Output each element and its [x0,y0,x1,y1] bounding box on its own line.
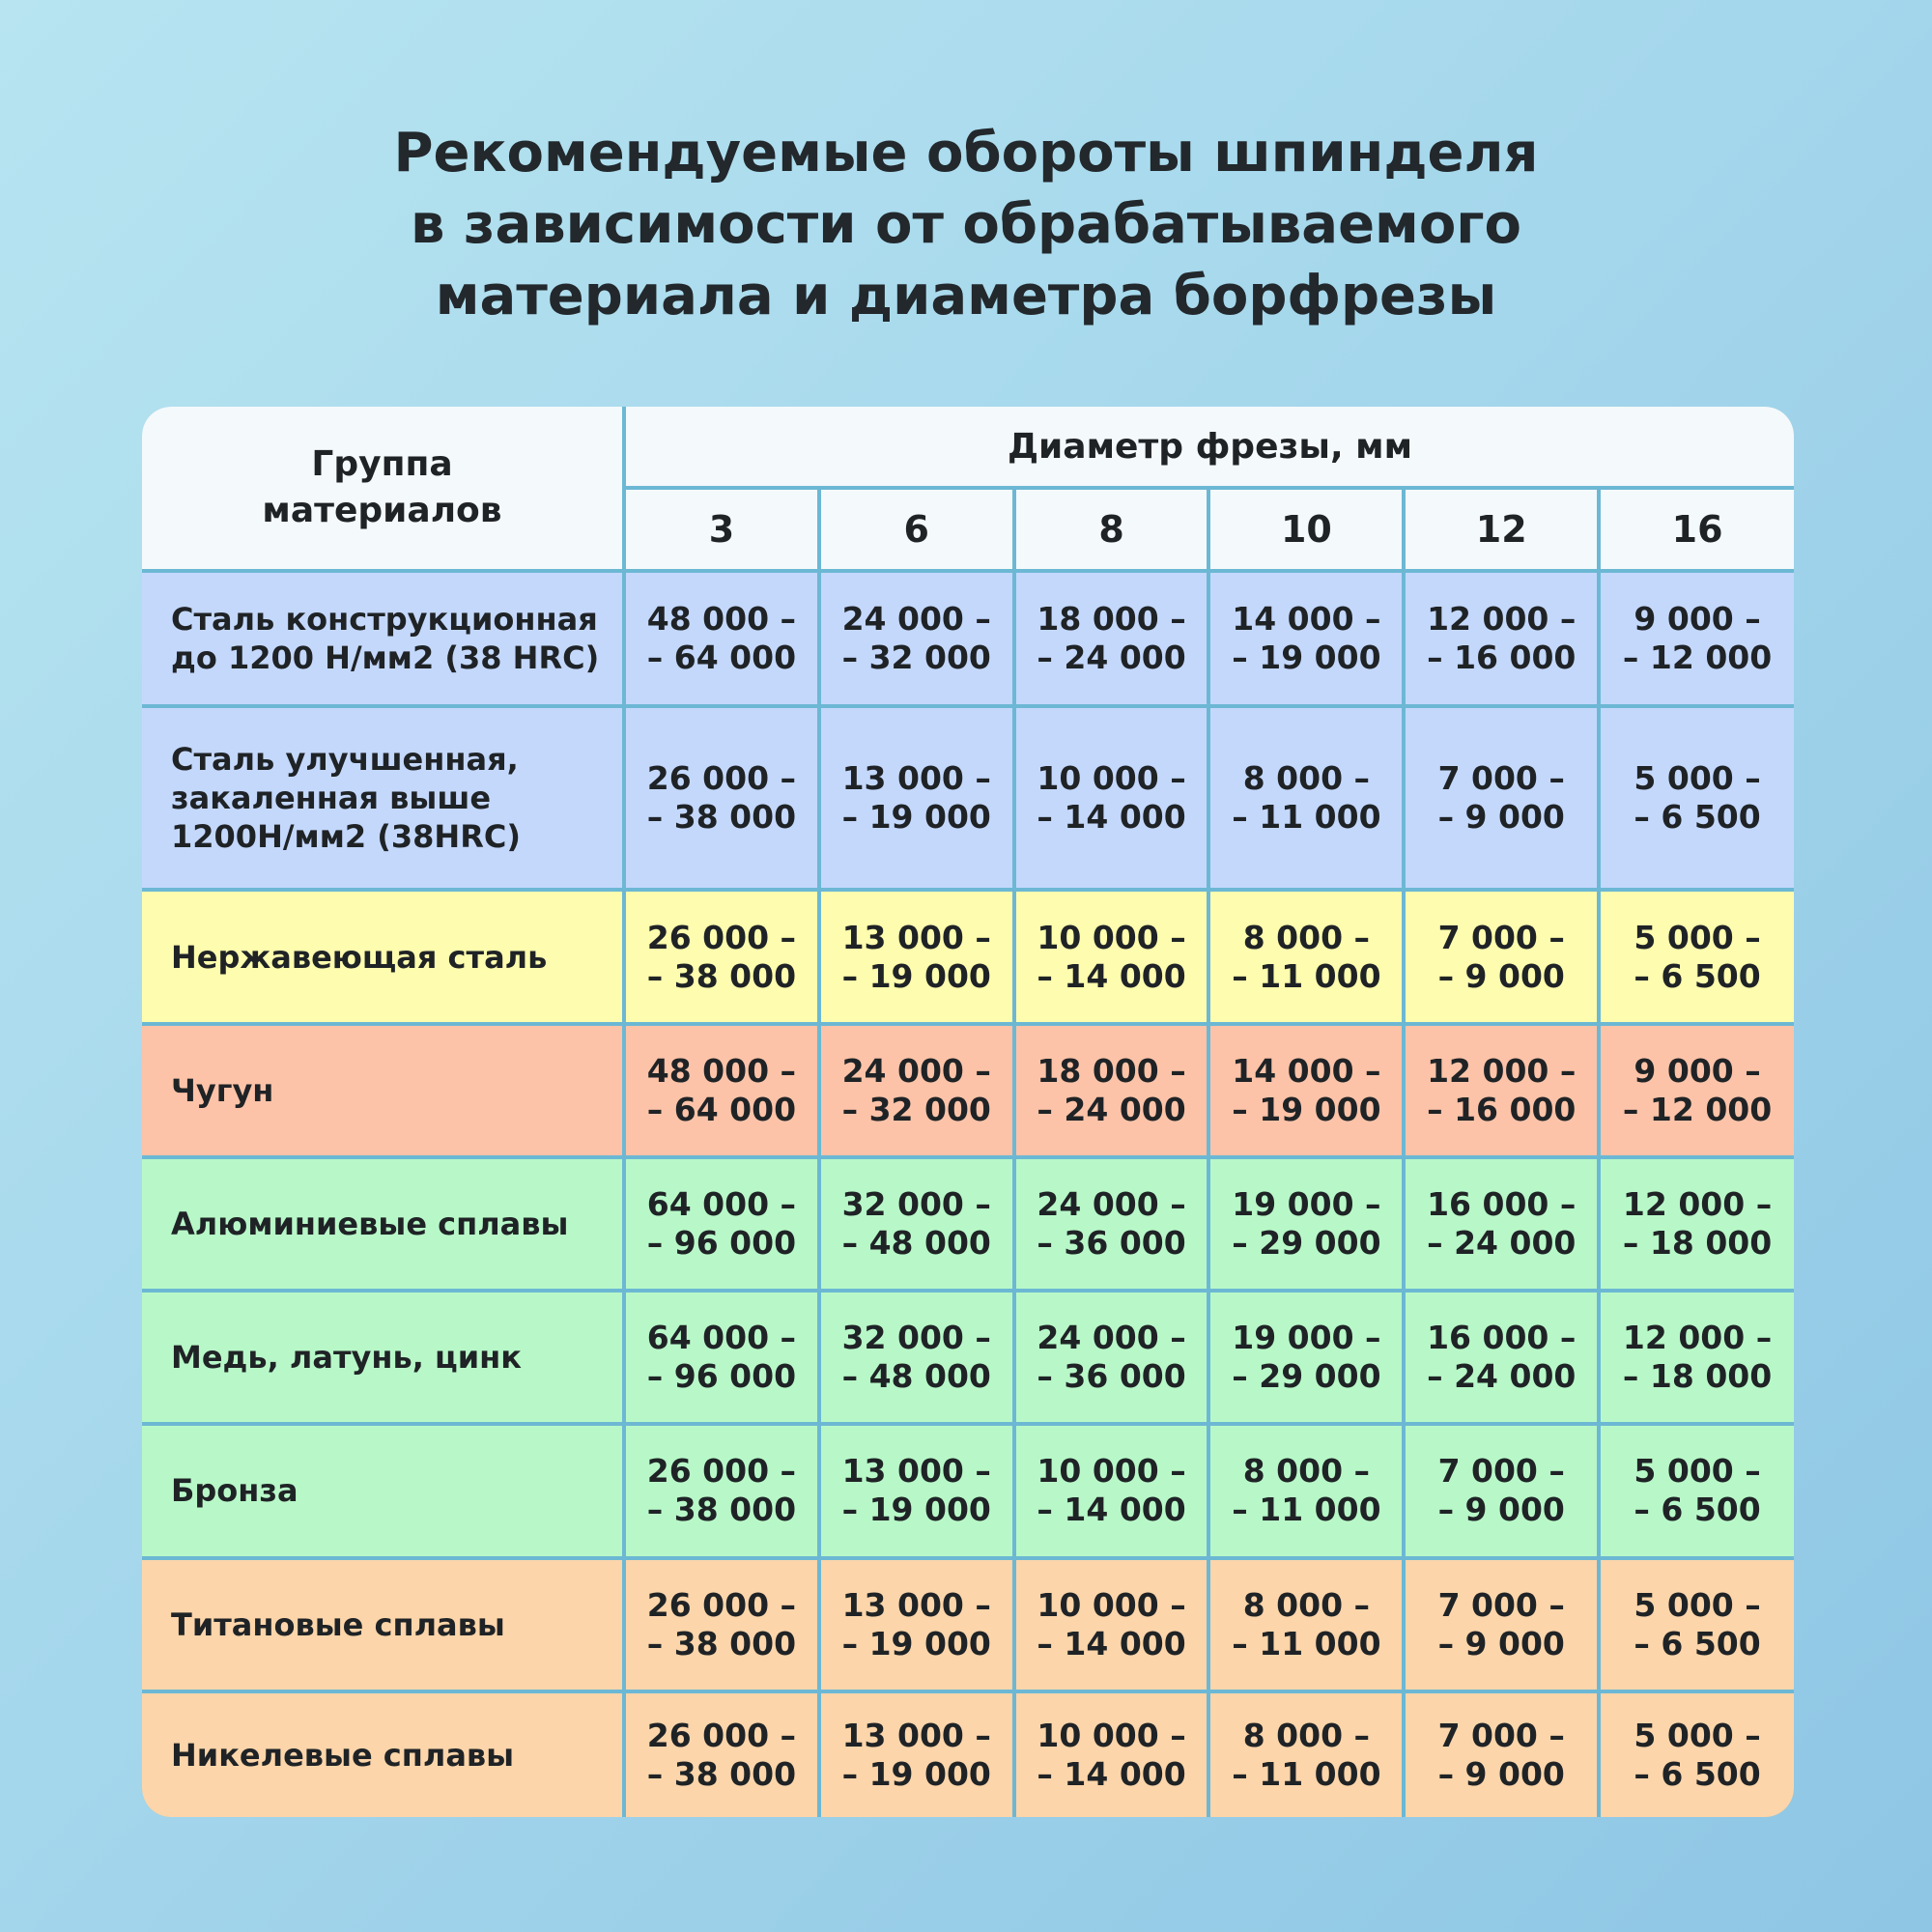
speed-max: – 11 000 [1232,1754,1381,1793]
speed-cell-d3 [624,1024,819,1157]
speed-cell-d3 [624,890,819,1023]
speed-max: – 16 000 [1427,639,1577,677]
speed-min: 24 000 – [1037,1184,1186,1223]
speed-max: – 48 000 [841,1223,991,1262]
title-line-3: материала и диаметра борфрезы [435,265,1497,327]
speed-min: 10 000 – [1037,1716,1186,1754]
speed-min: 13 000 – [841,1716,991,1754]
speed-max: – 9 000 [1437,1624,1565,1662]
speed-min: 7 000 – [1437,918,1565,956]
speed-min: 5 000 – [1634,1585,1761,1624]
header-group-line-2: материалов [262,491,502,530]
speed-min: 5 000 – [1634,1452,1761,1491]
speed-max: – 6 500 [1634,956,1761,995]
speed-min: 8 000 – [1242,1716,1371,1754]
table-row [142,1024,1794,1157]
header-diameter-8: 8 [1014,488,1209,571]
speed-table [142,407,1794,1817]
speed-cell-d12 [1404,890,1599,1023]
speed-min: 64 000 – [646,1184,797,1223]
speed-max: – 38 000 [646,1624,797,1662]
material-name-cell [142,1424,624,1557]
speed-max: – 36 000 [1037,1357,1186,1396]
speed-cell-d16 [1599,706,1794,890]
speed-min: 18 000 – [1037,1051,1186,1090]
material-name-cell [142,890,624,1023]
speed-cell-d6 [819,890,1014,1023]
material-name-cell [142,1558,624,1691]
speed-cell-d6 [819,1424,1014,1557]
header-group-line-1: Группа [311,444,453,484]
speed-max: – 9 000 [1437,956,1565,995]
table-body [142,571,1794,1817]
speed-cell-d3 [624,706,819,890]
speed-cell-d6 [819,571,1014,706]
speed-max: – 32 000 [841,1090,991,1128]
speed-max: – 19 000 [841,1491,991,1529]
title-line-2: в зависимости от обрабатываемого [410,193,1522,256]
speed-min: 26 000 – [646,1452,797,1491]
speed-cell-d8 [1014,571,1209,706]
speed-cell-d8 [1014,1558,1209,1691]
speed-cell-d6 [819,1024,1014,1157]
speed-cell-d8 [1014,1291,1209,1424]
speed-cell-d12 [1404,571,1599,706]
speed-cell-d12 [1404,1024,1599,1157]
speed-min: 5 000 – [1634,918,1761,956]
speed-cell-d12 [1404,706,1599,890]
speed-min: 18 000 – [1037,600,1186,639]
speed-cell-d12 [1404,1424,1599,1557]
speed-min: 12 000 – [1427,600,1577,639]
speed-max: – 6 500 [1634,1624,1761,1662]
speed-min: 5 000 – [1634,759,1761,798]
speed-cell-d10 [1208,1424,1404,1557]
speed-min: 10 000 – [1037,1452,1186,1491]
speed-min: 14 000 – [1232,1051,1381,1090]
speed-max: – 14 000 [1037,1491,1186,1529]
speed-min: 13 000 – [841,918,991,956]
spindle-speed-table [142,407,1794,1817]
speed-max: – 38 000 [646,1754,797,1793]
header-diameter-label: Диаметр фрезы, мм [624,407,1794,488]
material-name-cell [142,1157,624,1291]
page-title [0,118,1932,332]
speed-cell-d6 [819,1691,1014,1817]
speed-min: 5 000 – [1634,1716,1761,1754]
speed-cell-d16 [1599,1424,1794,1557]
speed-max: – 36 000 [1037,1223,1186,1262]
speed-max: – 38 000 [646,956,797,995]
material-name-line: закаленная выше [171,780,492,817]
table-row [142,1291,1794,1424]
table-row [142,890,1794,1023]
speed-max: – 19 000 [1232,1090,1381,1128]
speed-max: – 6 500 [1634,798,1761,837]
speed-min: 32 000 – [841,1319,991,1357]
speed-min: 24 000 – [1037,1319,1186,1357]
material-name-line: Алюминиевые сплавы [171,1205,569,1242]
speed-max: – 29 000 [1232,1357,1381,1396]
speed-max: – 11 000 [1232,798,1381,837]
speed-cell-d16 [1599,890,1794,1023]
speed-cell-d16 [1599,571,1794,706]
material-name-line: Медь, латунь, цинк [171,1339,522,1377]
speed-max: – 9 000 [1437,1491,1565,1529]
speed-min: 24 000 – [841,600,991,639]
speed-max: – 18 000 [1622,1357,1773,1396]
speed-cell-d12 [1404,1291,1599,1424]
table-row [142,1157,1794,1291]
speed-min: 10 000 – [1037,1585,1186,1624]
speed-min: 32 000 – [841,1184,991,1223]
header-diameter-10: 10 [1208,488,1404,571]
table-row [142,1424,1794,1557]
speed-min: 7 000 – [1437,1716,1565,1754]
speed-cell-d8 [1014,1424,1209,1557]
material-name-line: Сталь улучшенная, [171,741,519,779]
speed-cell-d10 [1208,706,1404,890]
speed-max: – 29 000 [1232,1223,1381,1262]
speed-cell-d10 [1208,1291,1404,1424]
speed-max: – 11 000 [1232,1491,1381,1529]
speed-max: – 6 500 [1634,1754,1761,1793]
speed-max: – 24 000 [1427,1357,1577,1396]
speed-max: – 38 000 [646,798,797,837]
speed-max: – 19 000 [1232,639,1381,677]
title-line-1: Рекомендуемые обороты шпинделя [393,122,1539,185]
speed-max: – 64 000 [646,639,797,677]
speed-max: – 12 000 [1622,1090,1773,1128]
speed-min: 12 000 – [1427,1051,1577,1090]
speed-min: 8 000 – [1242,1452,1371,1491]
table-row [142,571,1794,706]
material-name-line: Чугун [171,1071,274,1109]
speed-cell-d16 [1599,1024,1794,1157]
speed-cell-d6 [819,1558,1014,1691]
speed-max: – 14 000 [1037,798,1186,837]
speed-cell-d3 [624,1424,819,1557]
speed-min: 26 000 – [646,759,797,798]
speed-cell-d10 [1208,1024,1404,1157]
speed-min: 7 000 – [1437,759,1565,798]
speed-cell-d16 [1599,1558,1794,1691]
speed-max: – 96 000 [646,1223,797,1262]
speed-max: – 18 000 [1622,1223,1773,1262]
material-name-line: Сталь конструкционная [171,601,598,639]
speed-cell-d10 [1208,1558,1404,1691]
material-name-line: Титановые сплавы [171,1605,505,1643]
speed-max: – 24 000 [1037,639,1186,677]
header-diameter-12: 12 [1404,488,1599,571]
material-name-line: 1200Н/мм2 (38HRC) [171,818,521,856]
speed-cell-d3 [624,1157,819,1291]
speed-max: – 16 000 [1427,1090,1577,1128]
speed-max: – 11 000 [1232,956,1381,995]
speed-min: 13 000 – [841,1452,991,1491]
speed-min: 13 000 – [841,1585,991,1624]
speed-min: 24 000 – [841,1051,991,1090]
speed-cell-d8 [1014,1024,1209,1157]
material-name-cell [142,1024,624,1157]
speed-min: 7 000 – [1437,1585,1565,1624]
table-row [142,1691,1794,1817]
material-name-line: Никелевые сплавы [171,1736,515,1774]
speed-max: – 14 000 [1037,1624,1186,1662]
speed-max: – 19 000 [841,1754,991,1793]
speed-min: 16 000 – [1427,1319,1577,1357]
material-name-line: Нержавеющая сталь [171,938,548,976]
speed-min: 48 000 – [646,1051,797,1090]
material-name-cell [142,571,624,706]
speed-cell-d8 [1014,1691,1209,1817]
speed-max: – 32 000 [841,639,991,677]
speed-cell-d12 [1404,1157,1599,1291]
speed-cell-d3 [624,571,819,706]
material-name-line: Бронза [171,1472,298,1510]
speed-cell-d10 [1208,571,1404,706]
speed-max: – 12 000 [1622,639,1773,677]
speed-cell-d3 [624,1558,819,1691]
speed-max: – 9 000 [1437,798,1565,837]
speed-max: – 24 000 [1427,1223,1577,1262]
material-name-cell [142,706,624,890]
speed-min: 26 000 – [646,1585,797,1624]
material-name-cell [142,1291,624,1424]
material-name-cell [142,1691,624,1817]
speed-cell-d3 [624,1291,819,1424]
speed-cell-d8 [1014,706,1209,890]
table-row [142,706,1794,890]
speed-cell-d16 [1599,1691,1794,1817]
speed-cell-d10 [1208,890,1404,1023]
speed-max: – 96 000 [646,1357,797,1396]
speed-cell-d6 [819,706,1014,890]
header-diameter-3: 3 [624,488,819,571]
speed-cell-d16 [1599,1291,1794,1424]
speed-min: 12 000 – [1622,1319,1773,1357]
speed-max: – 64 000 [646,1090,797,1128]
speed-min: 26 000 – [646,918,797,956]
speed-min: 64 000 – [646,1319,797,1357]
speed-cell-d12 [1404,1691,1599,1817]
speed-max: – 19 000 [841,1624,991,1662]
speed-max: – 9 000 [1437,1754,1565,1793]
speed-min: 14 000 – [1232,600,1381,639]
speed-max: – 48 000 [841,1357,991,1396]
speed-cell-d6 [819,1291,1014,1424]
speed-max: – 14 000 [1037,1754,1186,1793]
speed-min: 13 000 – [841,759,991,798]
speed-min: 48 000 – [646,600,797,639]
table-row [142,1558,1794,1691]
speed-max: – 38 000 [646,1491,797,1529]
speed-min: 9 000 – [1634,600,1761,639]
speed-cell-d10 [1208,1691,1404,1817]
speed-max: – 14 000 [1037,956,1186,995]
speed-cell-d6 [819,1157,1014,1291]
speed-min: 19 000 – [1232,1184,1381,1223]
speed-min: 8 000 – [1242,759,1371,798]
speed-min: 10 000 – [1037,759,1186,798]
speed-min: 16 000 – [1427,1184,1577,1223]
speed-min: 8 000 – [1242,1585,1371,1624]
speed-cell-d12 [1404,1558,1599,1691]
speed-min: 8 000 – [1242,918,1371,956]
speed-cell-d3 [624,1691,819,1817]
speed-min: 9 000 – [1634,1051,1761,1090]
material-name-line: до 1200 Н/мм2 (38 HRC) [171,639,600,677]
speed-min: 19 000 – [1232,1319,1381,1357]
speed-cell-d8 [1014,1157,1209,1291]
speed-min: 26 000 – [646,1716,797,1754]
speed-max: – 11 000 [1232,1624,1381,1662]
speed-cell-d8 [1014,890,1209,1023]
speed-cell-d16 [1599,1157,1794,1291]
header-material-group [142,407,624,571]
speed-max: – 19 000 [841,956,991,995]
speed-min: 12 000 – [1622,1184,1773,1223]
speed-max: – 24 000 [1037,1090,1186,1128]
speed-max: – 19 000 [841,798,991,837]
speed-min: 10 000 – [1037,918,1186,956]
speed-max: – 6 500 [1634,1491,1761,1529]
speed-cell-d10 [1208,1157,1404,1291]
header-diameter-16: 16 [1599,488,1794,571]
header-diameter-6: 6 [819,488,1014,571]
speed-min: 7 000 – [1437,1452,1565,1491]
